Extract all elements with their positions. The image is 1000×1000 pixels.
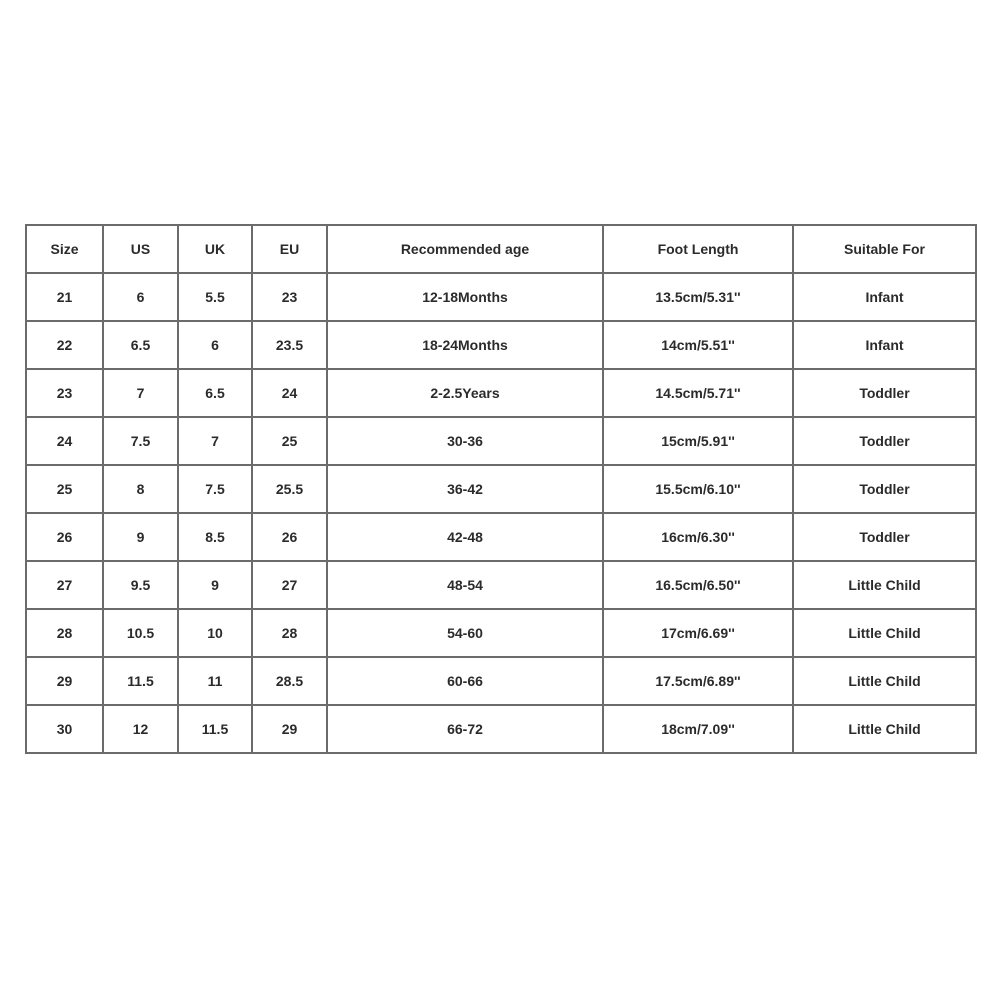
table-row [26,273,976,321]
cell-size: 28 [26,609,103,657]
cell-size: 21 [26,273,103,321]
cell-size: 29 [26,657,103,705]
cell-eu: 28 [252,609,327,657]
cell-us: 7.5 [103,417,178,465]
table-row [26,321,976,369]
table-row [26,609,976,657]
cell-foot-length: 17.5cm/6.89'' [603,657,793,705]
cell-recommended-age: 2-2.5Years [327,369,603,417]
cell-uk: 11 [178,657,252,705]
cell-recommended-age: 36-42 [327,465,603,513]
table-row [26,561,976,609]
cell-suitable-for: Little Child [793,705,976,753]
cell-foot-length: 13.5cm/5.31'' [603,273,793,321]
cell-size: 26 [26,513,103,561]
table-body [26,273,976,753]
cell-suitable-for: Infant [793,273,976,321]
cell-recommended-age: 18-24Months [327,321,603,369]
cell-foot-length: 18cm/7.09'' [603,705,793,753]
table-row [26,513,976,561]
cell-eu: 28.5 [252,657,327,705]
cell-suitable-for: Toddler [793,369,976,417]
cell-foot-length: 17cm/6.69'' [603,609,793,657]
cell-size: 27 [26,561,103,609]
cell-eu: 23 [252,273,327,321]
cell-eu: 25 [252,417,327,465]
cell-us: 8 [103,465,178,513]
cell-us: 10.5 [103,609,178,657]
cell-uk: 11.5 [178,705,252,753]
cell-us: 7 [103,369,178,417]
cell-recommended-age: 66-72 [327,705,603,753]
cell-us: 11.5 [103,657,178,705]
cell-us: 6.5 [103,321,178,369]
cell-recommended-age: 54-60 [327,609,603,657]
cell-foot-length: 15.5cm/6.10'' [603,465,793,513]
header-foot-length: Foot Length [603,225,793,273]
table-header [26,225,976,273]
cell-us: 9.5 [103,561,178,609]
table-row [26,369,976,417]
cell-size: 30 [26,705,103,753]
cell-eu: 24 [252,369,327,417]
cell-suitable-for: Little Child [793,657,976,705]
cell-size: 24 [26,417,103,465]
table-row [26,705,976,753]
cell-foot-length: 15cm/5.91'' [603,417,793,465]
cell-size: 25 [26,465,103,513]
cell-recommended-age: 48-54 [327,561,603,609]
cell-uk: 5.5 [178,273,252,321]
cell-foot-length: 16cm/6.30'' [603,513,793,561]
cell-size: 23 [26,369,103,417]
cell-suitable-for: Infant [793,321,976,369]
cell-foot-length: 16.5cm/6.50'' [603,561,793,609]
cell-eu: 25.5 [252,465,327,513]
cell-us: 9 [103,513,178,561]
header-size: Size [26,225,103,273]
cell-us: 12 [103,705,178,753]
cell-uk: 6.5 [178,369,252,417]
cell-uk: 7.5 [178,465,252,513]
header-us: US [103,225,178,273]
header-suitable-for: Suitable For [793,225,976,273]
cell-eu: 27 [252,561,327,609]
header-eu: EU [252,225,327,273]
cell-suitable-for: Toddler [793,417,976,465]
table-row [26,417,976,465]
header-row [26,225,976,273]
cell-size: 22 [26,321,103,369]
cell-foot-length: 14.5cm/5.71'' [603,369,793,417]
cell-eu: 26 [252,513,327,561]
cell-eu: 29 [252,705,327,753]
table-row [26,657,976,705]
size-chart-table [25,224,977,754]
cell-suitable-for: Little Child [793,561,976,609]
cell-us: 6 [103,273,178,321]
cell-suitable-for: Toddler [793,465,976,513]
cell-uk: 7 [178,417,252,465]
header-recommended-age: Recommended age [327,225,603,273]
cell-suitable-for: Little Child [793,609,976,657]
cell-uk: 9 [178,561,252,609]
cell-recommended-age: 12-18Months [327,273,603,321]
header-uk: UK [178,225,252,273]
cell-uk: 10 [178,609,252,657]
cell-recommended-age: 30-36 [327,417,603,465]
cell-foot-length: 14cm/5.51'' [603,321,793,369]
cell-uk: 8.5 [178,513,252,561]
cell-recommended-age: 60-66 [327,657,603,705]
cell-recommended-age: 42-48 [327,513,603,561]
cell-uk: 6 [178,321,252,369]
table-row [26,465,976,513]
cell-suitable-for: Toddler [793,513,976,561]
cell-eu: 23.5 [252,321,327,369]
